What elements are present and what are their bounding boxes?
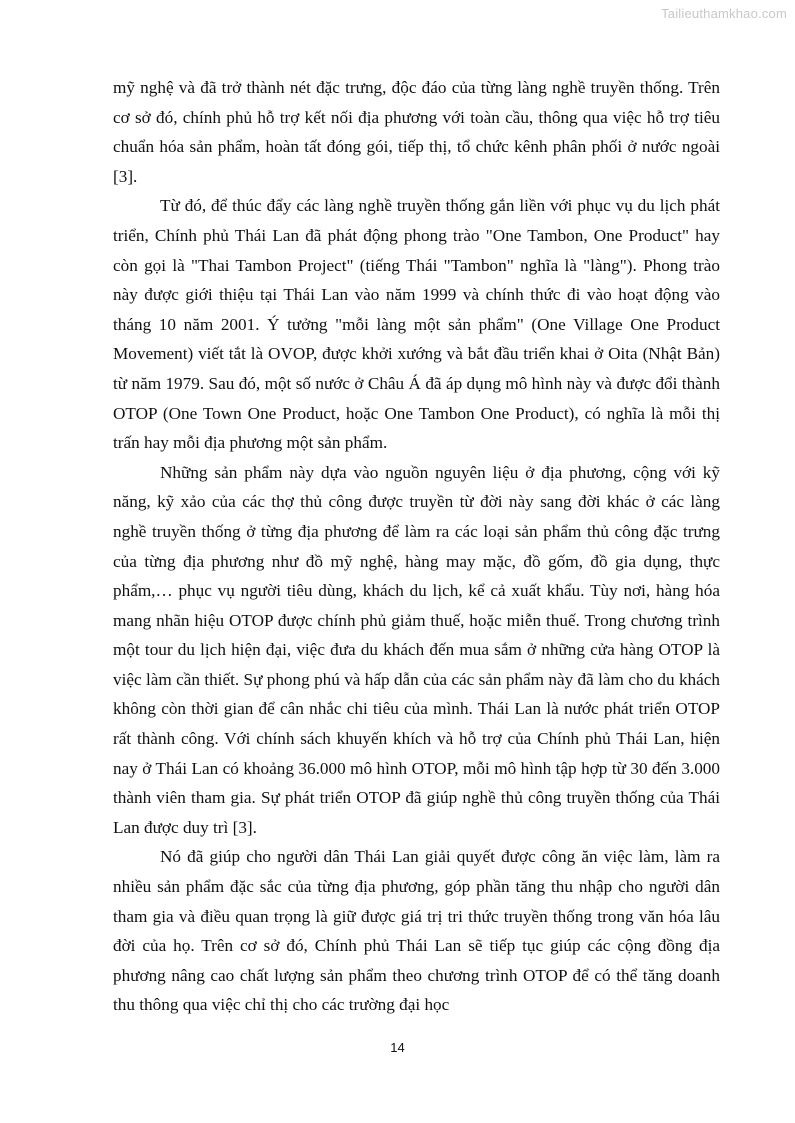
paragraph-continuation: mỹ nghệ và đã trở thành nét đặc trưng, độc đáo của từng làng nghề truyền thống. Trên cơ sở đó, chính phủ hỗ trợ kết nối địa phương với toàn cầu, thông qua việc hỗ trợ tiêu chuẩn hóa sản phẩm, hoàn tất đóng gói, tiếp thị, tổ chức kênh phân phối ở nước ngoài [3]. bbox=[113, 78, 720, 186]
paragraph-otop-products: Những sản phẩm này dựa vào nguồn nguyên liệu ở địa phương, cộng với kỹ năng, kỹ xảo của các thợ thủ công được truyền từ đời này sang đời khác ở các làng nghề truyền thống ở từng địa phương để làm ra các loại sản phẩm thủ công đặc trưng của từng địa phương như đồ mỹ nghệ, hàng may mặc, đồ gốm, đồ gia dụng, thực phẩm,… phục vụ người tiêu dùng, khách du lịch, kể cả xuất khẩu. Tùy nơi, hàng hóa mang nhãn hiệu OTOP được chính phủ giảm thuế, hoặc miễn thuế. Trong chương trình một tour du lịch hiện đại, việc đưa du khách đến mua sắm ở những cửa hàng OTOP là việc làm cần thiết. Sự phong phú và hấp dẫn của các sản phẩm này đã làm cho du khách không còn thời gian để cân nhắc chi tiêu của mình. Thái Lan là nước phát triển OTOP rất thành công. Với chính sách khuyến khích và hỗ trợ của Chính phủ Thái Lan, hiện nay ở Thái Lan có khoảng 36.000 mô hình OTOP, mỗi mô hình tập hợp từ 30 đến 3.000 thành viên tham gia. Sự phát triển OTOP đã giúp nghề thủ công truyền thống của Thái Lan được duy trì [3]. bbox=[113, 462, 720, 837]
page-number: 14 bbox=[390, 1040, 405, 1055]
watermark-text: Tailieuthamkhao.com bbox=[661, 6, 787, 21]
document-body bbox=[113, 73, 720, 1020]
paragraph-otop-movement: Từ đó, để thúc đẩy các làng nghề truyền thống gắn liền với phục vụ du lịch phát triển, Chính phủ Thái Lan đã phát động phong trào "One Tambon, One Product" hay còn gọi là "Thai Tambon Project" (tiếng Thái "Tambon" nghĩa là "làng"). Phong trào này được giới thiệu tại Thái Lan vào năm 1999 và chính thức đi vào hoạt động vào tháng 10 năm 2001. Ý tưởng "mỗi làng một sản phẩm" (One Village One Product Movement) viết tắt là OVOP, được khởi xướng và bắt đầu triển khai ở Oita (Nhật Bản) từ năm 1979. Sau đó, một số nước ở Châu Á đã áp dụng mô hình này và được đổi thành OTOP (One Town One Product, hoặc One Tambon One Product), có nghĩa là mỗi thị trấn hay mỗi địa phương một sản phẩm. bbox=[113, 196, 720, 453]
paragraph-otop-benefits: Nó đã giúp cho người dân Thái Lan giải quyết được công ăn việc làm, làm ra nhiều sản phẩm đặc sắc của từng địa phương, góp phần tăng thu nhập cho người dân tham gia và điều quan trọng là giữ được giá trị tri thức truyền thống trong văn hóa lâu đời của họ. Trên cơ sở đó, Chính phủ Thái Lan sẽ tiếp tục giúp các cộng đồng địa phương nâng cao chất lượng sản phẩm theo chương trình OTOP để có thể tăng doanh thu thông qua việc chỉ thị cho các trường đại học bbox=[113, 847, 720, 1015]
